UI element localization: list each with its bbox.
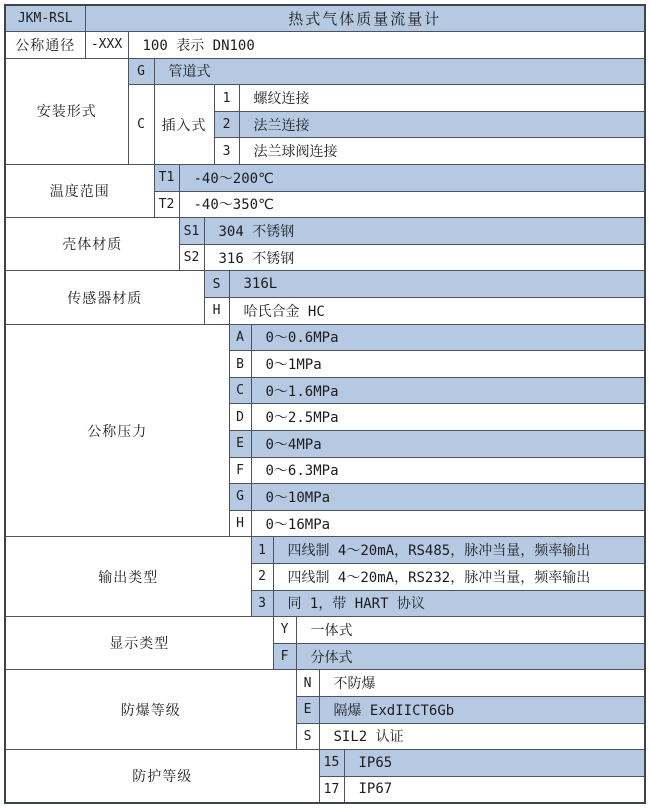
housing-option-value: 304 不锈钢 (204, 218, 645, 245)
pressure-option-code: A (229, 324, 251, 351)
installation-insertion-type: 插入式 (154, 85, 214, 165)
insertion-option-value: 法兰球阀连接 (239, 138, 645, 165)
protection-option-value: IP67 (344, 776, 645, 803)
output-option-value: 四线制 4～20mA，RS485，脉冲当量，频率输出 (273, 537, 645, 564)
housing-option-code: S1 (179, 218, 204, 245)
insertion-option-value: 法兰连接 (239, 111, 645, 138)
pressure-option-value: 0～2.5MPa (251, 404, 645, 431)
sensor-option-code: H (204, 298, 229, 325)
header-row (5, 5, 645, 32)
pressure-option-code: G (229, 484, 251, 511)
sensor-material-label: 传感器材质 (5, 271, 204, 324)
nominal-diameter-row (5, 32, 645, 59)
pressure-option-code: C (229, 377, 251, 404)
temperature-option-code: T1 (154, 165, 179, 192)
pressure-option-value: 0～16MPa (251, 510, 645, 537)
product-title-cell: 热式气体质量流量计 (85, 5, 645, 32)
explosion-option-value: 不防爆 (319, 670, 645, 697)
sensor-option-value: 哈氏合金 HC (229, 298, 645, 325)
pressure-option-code: B (229, 351, 251, 378)
pressure-option-code: F (229, 457, 251, 484)
explosion-row-1 (5, 670, 645, 697)
model-code-cell: JKM-RSL (5, 5, 85, 32)
insertion-option-code: 3 (214, 138, 239, 165)
protection-option-value: IP65 (344, 750, 645, 777)
temperature-label: 温度范围 (5, 165, 154, 218)
insertion-option-code: 2 (214, 111, 239, 138)
output-option-value: 同 1，带 HART 协议 (273, 590, 645, 617)
explosion-option-code: N (296, 670, 319, 697)
nominal-diameter-code: -XXX (85, 32, 128, 59)
model-selection-table (4, 4, 646, 804)
pressure-option-value: 0～4MPa (251, 431, 645, 458)
insertion-option-value: 螺纹连接 (239, 85, 645, 112)
display-row-1 (5, 617, 645, 644)
pressure-option-code: E (229, 431, 251, 458)
housing-row-1 (5, 218, 645, 245)
explosion-option-code: S (296, 723, 319, 750)
sensor-option-value: 316L (229, 271, 645, 298)
pressure-option-value: 0～0.6MPa (251, 324, 645, 351)
protection-row-1 (5, 750, 645, 777)
housing-material-label: 壳体材质 (5, 218, 179, 271)
temperature-option-value: -40～200℃ (179, 165, 645, 192)
installation-pipe-value: 管道式 (154, 58, 645, 85)
pressure-option-value: 0～1MPa (251, 351, 645, 378)
output-option-code: 3 (251, 590, 273, 617)
explosion-option-value: SIL2 认证 (319, 723, 645, 750)
pressure-option-value: 0～10MPa (251, 484, 645, 511)
explosion-proof-label: 防爆等级 (5, 670, 296, 750)
nominal-diameter-label: 公称通径 (5, 32, 85, 59)
insertion-option-code: 1 (214, 85, 239, 112)
pressure-option-value: 0～1.6MPa (251, 377, 645, 404)
protection-option-code: 15 (319, 750, 344, 777)
display-option-code: F (273, 643, 296, 670)
explosion-option-code: E (296, 696, 319, 723)
pressure-option-code: D (229, 404, 251, 431)
output-option-code: 1 (251, 537, 273, 564)
protection-option-code: 17 (319, 776, 344, 803)
sensor-option-code: S (204, 271, 229, 298)
output-option-value: 四线制 4～20mA，RS232，脉冲当量，频率输出 (273, 563, 645, 590)
pressure-row-1 (5, 324, 645, 351)
output-type-label: 输出类型 (5, 537, 251, 617)
protection-rating-label: 防护等级 (5, 750, 319, 803)
pressure-option-code: H (229, 510, 251, 537)
display-type-label: 显示类型 (5, 617, 273, 670)
pressure-option-value: 0～6.3MPa (251, 457, 645, 484)
display-option-code: Y (273, 617, 296, 644)
sensor-row-1 (5, 271, 645, 298)
output-row-1 (5, 537, 645, 564)
explosion-option-value: 隔爆 ExdIICT6Gb (319, 696, 645, 723)
housing-option-value: 316 不锈钢 (204, 244, 645, 271)
installation-pipe-code: G (128, 58, 154, 85)
nominal-diameter-value: 100 表示 DN100 (128, 32, 645, 59)
temperature-option-code: T2 (154, 191, 179, 218)
temperature-option-value: -40～350℃ (179, 191, 645, 218)
temperature-row-1 (5, 165, 645, 192)
installation-pipe-row (5, 58, 645, 85)
display-option-value: 分体式 (296, 643, 645, 670)
housing-option-code: S2 (179, 244, 204, 271)
pressure-label: 公称压力 (5, 324, 229, 537)
display-option-value: 一体式 (296, 617, 645, 644)
output-option-code: 2 (251, 563, 273, 590)
installation-insertion-code: C (128, 85, 154, 165)
installation-label: 安装形式 (5, 58, 128, 164)
